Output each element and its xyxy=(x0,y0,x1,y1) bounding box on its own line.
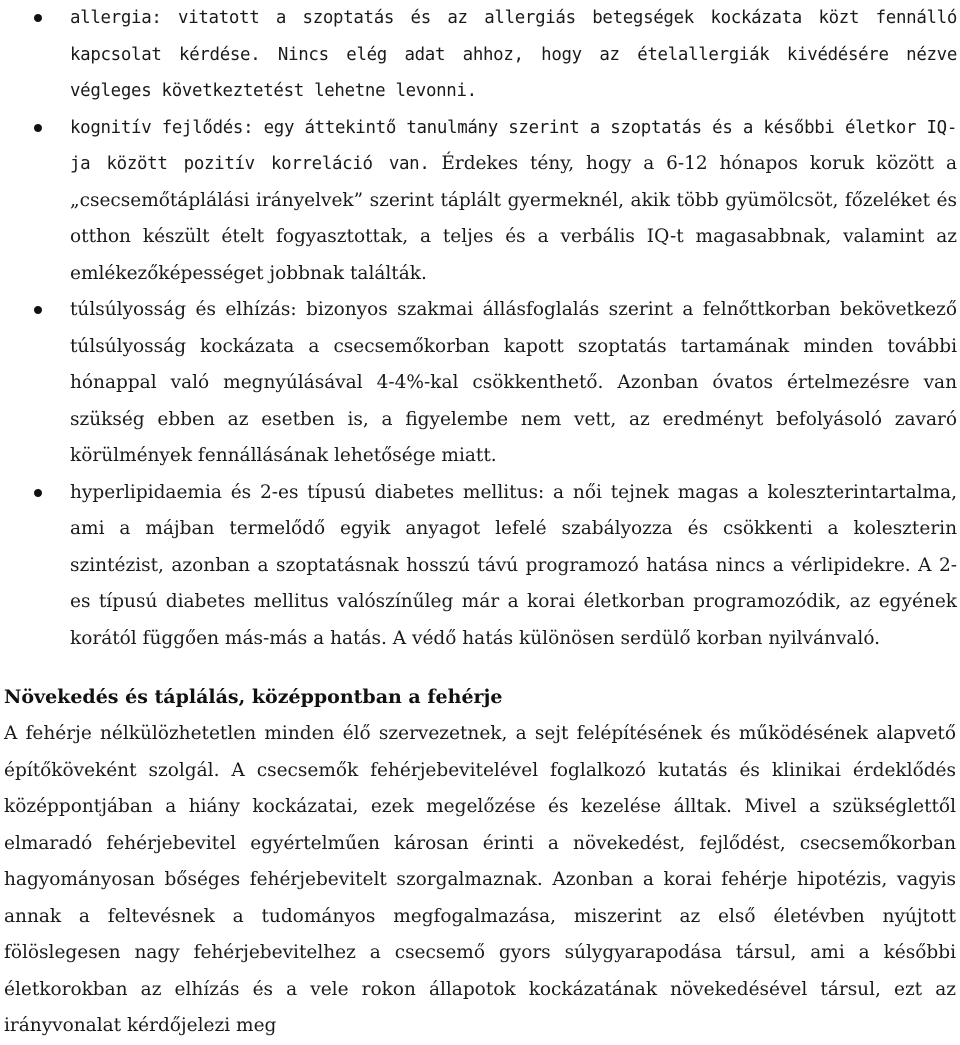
section-heading: Növekedés és táplálás, középpontban a fehérje xyxy=(4,686,503,708)
list-item-text: hyperlipidaemia és 2-es típusú diabetes mellitus: a női tejnek magas a koleszterintartalma, ami a májban termelődő egyik anyagot lefelé szabályozza és csökkenti a koleszterin szintézist, azonban a szoptatásnak hosszú távú programozó hatása nincs a vérlipidekre. A 2-es típusú diabetes mellitus valószínűleg már a korai életkorban programozódik, az egyének korától függően más-más a hatás. A védő hatás különösen serdülő korban nyilvánvaló. xyxy=(70,481,957,649)
section-paragraph: A fehérje nélkülözhetetlen minden élő szervezetnek, a sejt felépítésének és működésének alapvető építőköveként szolgál. A csecsemők fehérjebevitelével foglalkozó kutatás és klinikai érdeklődés középpontjában a hiány kockázatai, ezek megelőzése és kezelése álltak. Mivel a szükséglettől elmaradó fehérjebevitel egyértelműen károsan érinti a növekedést, fejlődést, csecsemőkorban hagyományosan bőséges fehérjebevitelt szorgalmaznak. Azonban a korai fehérje hipotézis, vagyis annak a feltevésnek a tudományos megfogalmazása, miszerint az első életévben nyújtott fölöslegesen nagy fehérjebevitelhez a csecsemő gyors súlygyarapodása társul, ami a későbbi életkorokban az elhízás és a vele rokon állapotok kockázatának növekedésével társul, ezt az irányvonalat kérdőjelezi meg xyxy=(4,723,956,1036)
bullet-icon xyxy=(34,306,42,314)
list-item xyxy=(0,475,960,658)
list-item-text: túlsúlyosság és elhízás: bizonyos szakmai állásfoglalás szerint a felnőttkorban bekövetkező túlsúlyosság kockázata a csecsemőkorban kapott szoptatás tartamának minden további hónappal való megnyúlásával 4-4%-kal csökkenthető. Azonban óvatos értelmezésre van szükség ebben az esetben is, a figyelembe nem vett, az eredményt befolyásoló zavaró körülmények fennállásának lehetősége miatt. xyxy=(70,299,957,466)
list-item-text: Érdekes tény, hogy a 6-12 hónapos koruk között a „csecsemőtáplálási irányelvek” szerint táplált gyermeknél, akik több gyümölcsöt, főzeléket és otthon készült ételt fogyasztottak, a teljes és a verbális IQ-t magasabbnak, valamint az emlékezőképességet jobbnak találták. xyxy=(70,153,957,284)
list-item-text: allergia: vitatott a szoptatás és az allergiás betegségek kockázata közt fennálló kapcsolat kérdése. Nincs elég adat ahhoz, hogy az ételallergiák kivédésére nézve végleges következtetést lehetne levonni. xyxy=(70,8,957,101)
list-item-text-mono: kognitív fejlődés: egy áttekintő tanulmány szerint a szoptatás és a későbbi életkor IQ-ja között pozitív korreláció van. xyxy=(70,117,957,174)
list-item xyxy=(0,0,960,110)
bullet-icon xyxy=(34,489,42,497)
bullet-icon xyxy=(34,124,42,132)
list-item xyxy=(0,292,960,475)
bullet-icon xyxy=(34,14,42,22)
list-item xyxy=(0,110,960,293)
